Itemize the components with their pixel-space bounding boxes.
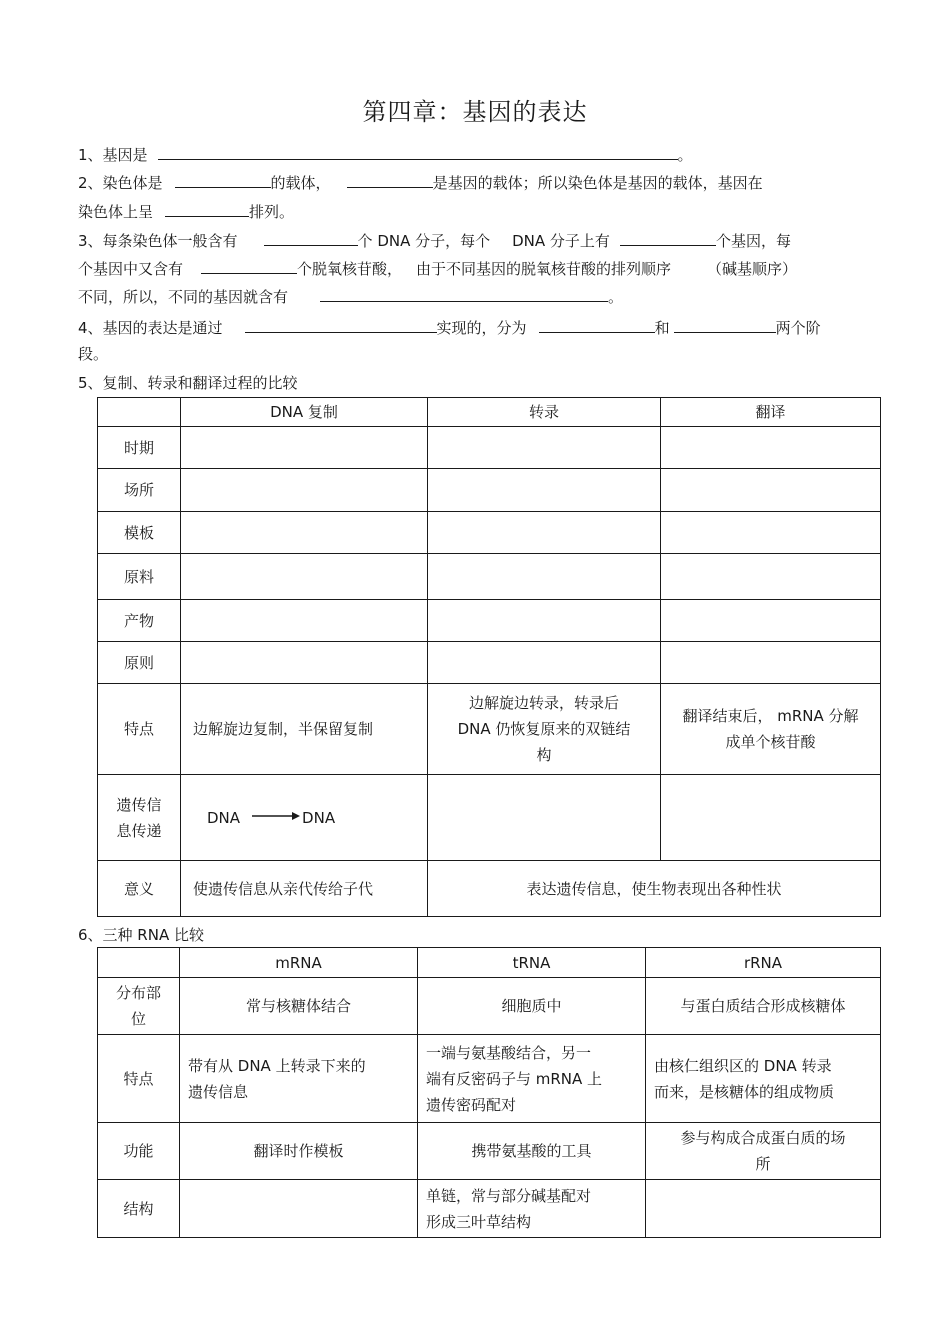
q2-text-e: 排列。 [249,203,295,221]
q3-text-j: 。 [608,288,624,306]
function-mrna: 翻译时作模板 [180,1123,418,1180]
comparison-table-replication [97,397,881,917]
row-label-distribution-line: 位 [130,1010,146,1028]
structure-rrna[interactable] [646,1180,881,1238]
feature-replication: 边解旋边复制，半保留复制 [181,684,428,775]
feature-rrna-line: 由核仁组织区的 DNA 转录 [654,1056,832,1075]
row-label-info-flow-line: 息传递 [116,821,162,840]
row-label-product: 产物 [98,600,181,642]
q4-text-b: 实现的，分为 [436,319,527,337]
structure-trna [418,1180,646,1238]
question-4-cont [78,344,108,364]
answer-cell[interactable] [181,554,428,600]
structure-trna-line: 单链，常与部分碱基配对 [426,1186,592,1205]
answer-cell[interactable] [661,427,881,469]
row-label-template: 模板 [98,512,181,554]
info-flow-to: DNA [302,808,336,827]
table-header-row [98,948,881,978]
table-row [98,512,881,554]
table-row-feature [98,1035,881,1123]
q4-blank-2[interactable] [539,317,655,333]
answer-cell[interactable] [428,554,661,600]
feature-mrna [180,1035,418,1123]
header-cell-empty [98,398,181,427]
q3-text-a: 3、每条染色体一般含有 [78,232,238,250]
feature-rrna-line: 而来，是核糖体的组成物质 [654,1082,835,1101]
row-label-info-flow-line: 遗传信 [116,795,162,814]
answer-cell[interactable] [661,775,881,861]
table-row-feature [98,684,881,775]
question-3-cont-1 [78,258,797,279]
feature-translation-line: 翻译结束后， mRNA 分解 [682,707,859,725]
row-label-meaning: 意义 [98,861,181,917]
info-flow-from: DNA [207,808,241,827]
feature-transcription-line: 构 [536,746,552,764]
feature-transcription [428,684,661,775]
header-cell-mrna: mRNA [180,948,418,978]
distribution-mrna: 常与核糖体结合 [180,978,418,1035]
answer-cell[interactable] [661,512,881,554]
answer-cell[interactable] [181,469,428,512]
feature-trna-line: 端有反密码子与 mRNA 上 [426,1069,603,1088]
distribution-rrna: 与蛋白质结合形成核糖体 [646,978,881,1035]
answer-cell[interactable] [428,512,661,554]
answer-cell[interactable] [428,600,661,642]
question-4 [78,317,821,338]
row-label-feature: 特点 [98,1035,180,1123]
row-label-location: 场所 [98,469,181,512]
header-cell-empty [98,948,180,978]
feature-transcription-line: DNA 仍恢复原来的双链结 [457,720,631,738]
answer-cell[interactable] [661,600,881,642]
row-label-principle: 原则 [98,642,181,684]
q2-blank-2[interactable] [347,172,433,188]
table-row-function [98,1123,881,1180]
answer-cell[interactable] [181,427,428,469]
q2-text-b: 的载体， [270,174,331,192]
answer-cell[interactable] [661,642,881,684]
q3-blank-4[interactable] [320,286,608,302]
question-5-label: 5、复制、转录和翻译过程的比较 [78,374,298,392]
question-2 [78,172,763,193]
question-6-label: 6、三种 RNA 比较 [78,926,204,944]
feature-trna-line: 遗传密码配对 [426,1095,517,1114]
answer-cell[interactable] [428,427,661,469]
q3-text-f: 个脱氧核苷酸， [297,260,403,278]
q1-answer-blank[interactable] [158,144,678,160]
q1-end: 。 [677,146,693,164]
q2-text-c: 是基因的载体；所以染色体是基因的载体，基因在 [432,174,763,192]
feature-translation-line: 成单个核苷酸 [725,733,816,751]
table-row-info-flow [98,775,881,861]
q2-text-a: 2、染色体是 [78,174,163,192]
q3-text-c: DNA 分子上有 [512,232,610,250]
function-trna: 携带氨基酸的工具 [418,1123,646,1180]
answer-cell[interactable] [181,600,428,642]
header-cell-dna-replication: DNA 复制 [181,398,428,427]
row-label-function: 功能 [98,1123,180,1180]
q4-blank-3[interactable] [674,317,776,333]
feature-transcription-line: 边解旋边转录，转录后 [468,694,619,712]
meaning-expression: 表达遗传信息，使生物表现出各种性状 [428,861,881,917]
table-row [98,554,881,600]
q3-text-h: （碱基顺序） [707,260,798,278]
q4-text-c: 和 [654,319,670,337]
header-cell-translation: 翻译 [661,398,881,427]
question-3 [78,230,791,251]
q3-blank-3[interactable] [201,258,297,274]
q3-text-b: 个 DNA 分子，每个 [357,232,491,250]
function-rrna-line: 所 [755,1155,771,1173]
table-row-structure [98,1180,881,1238]
row-label-period: 时期 [98,427,181,469]
row-label-raw-material: 原料 [98,554,181,600]
header-cell-transcription: 转录 [428,398,661,427]
q4-text-e: 段。 [78,345,109,363]
q3-blank-1[interactable] [264,230,358,246]
table-row [98,642,881,684]
q4-text-d: 两个阶 [775,319,821,337]
table-row-distribution [98,978,881,1035]
page-title: 第四章：基因的表达 [362,98,588,126]
info-flow-diagram [207,805,335,831]
q2-blank-1[interactable] [175,172,271,188]
feature-trna [418,1035,646,1123]
structure-mrna[interactable] [180,1180,418,1238]
q1-label: 1、基因是 [78,146,148,164]
q3-text-e: 个基因中又含有 [78,260,184,278]
distribution-trna: 细胞质中 [418,978,646,1035]
row-label-distribution-line: 分布部 [115,984,161,1002]
table-header-row [98,398,881,427]
feature-mrna-line: 遗传信息 [188,1082,249,1101]
header-cell-rrna: rRNA [646,948,881,978]
q4-blank-1[interactable] [245,317,437,333]
q2-text-d: 染色体上呈 [78,203,154,221]
q2-blank-3[interactable] [165,201,249,217]
feature-rrna [646,1035,881,1123]
question-2-cont [78,201,294,222]
table-row [98,600,881,642]
q4-text-a: 4、基因的表达是通过 [78,319,223,337]
table-row [98,427,881,469]
answer-cell[interactable] [181,512,428,554]
question-1 [78,144,693,165]
question-3-cont-2 [78,286,623,307]
answer-cell[interactable] [428,775,661,861]
table-row-meaning [98,861,881,917]
answer-cell[interactable] [181,642,428,684]
answer-cell[interactable] [661,554,881,600]
info-flow-replication [181,775,428,861]
q3-blank-2[interactable] [620,230,716,246]
answer-cell[interactable] [428,642,661,684]
answer-cell[interactable] [661,469,881,512]
table-row [98,469,881,512]
row-label-feature: 特点 [98,684,181,775]
q3-text-g: 由于不同基因的脱氧核苷酸的排列顺序 [416,260,672,278]
structure-trna-line: 形成三叶草结构 [426,1212,532,1231]
answer-cell[interactable] [428,469,661,512]
row-label-distribution [98,978,180,1035]
feature-trna-line: 一端与氨基酸结合，另一 [426,1043,592,1062]
function-rrna [646,1123,881,1180]
meaning-replication: 使遗传信息从亲代传给子代 [181,861,428,917]
row-label-structure: 结构 [98,1180,180,1238]
header-cell-trna: tRNA [418,948,646,978]
arrow-right-icon [240,810,302,822]
feature-mrna-line: 带有从 DNA 上转录下来的 [188,1056,366,1075]
comparison-table-rna [97,947,881,1238]
function-rrna-line: 参与构成合成蛋白质的场 [680,1129,846,1147]
row-label-info-flow [98,775,181,861]
q3-text-d: 个基因，每 [715,232,791,250]
feature-translation [661,684,881,775]
q3-text-i: 不同，所以，不同的基因就含有 [78,288,289,306]
